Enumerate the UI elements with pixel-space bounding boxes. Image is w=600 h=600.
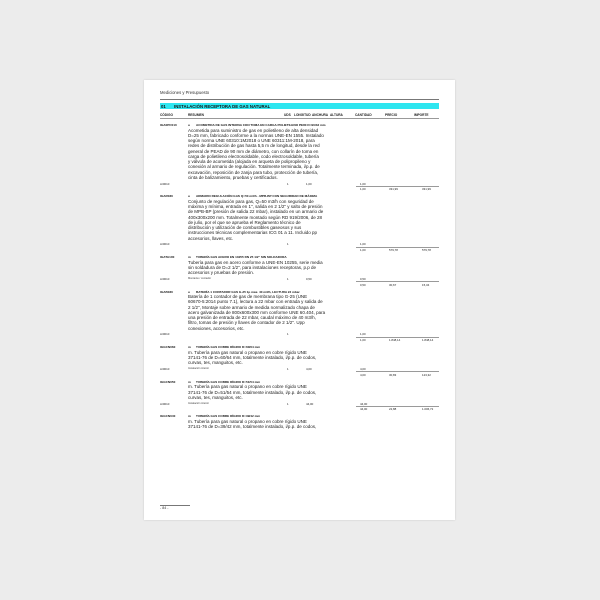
column-header-length: LONGITUD <box>294 113 311 117</box>
measurement-code: Ar0010 <box>160 181 170 186</box>
column-header-amount: IMPORTE <box>414 113 429 117</box>
item-unit-price: 331,99 <box>389 187 398 192</box>
item-total-quantity: 4,00 <box>360 372 366 377</box>
item-code: IGGCN050 <box>160 379 176 384</box>
header-rule <box>160 99 439 100</box>
item-unit: m <box>188 414 191 419</box>
item-total-quantity: 1,00 <box>360 338 366 343</box>
measurement-quantity: 1,00 <box>360 242 366 247</box>
measurement-code: Ar0010 <box>160 276 170 281</box>
item-code: IGGCN060 <box>160 345 176 350</box>
item-unit-price: 30,67 <box>389 282 397 287</box>
measurement-uds: 1 <box>287 332 289 337</box>
item-amount: 123,32 <box>422 372 431 377</box>
item-amount: 579,78 <box>422 248 431 253</box>
item-amount: 1.006,72 <box>422 407 434 412</box>
item-description <box>188 384 356 400</box>
item-unit-price: 22,88 <box>389 407 397 412</box>
measurement-code: Ar0010 <box>160 401 170 406</box>
description-line: una presión de entrada de 22 mbar, caudal máximo de 40 m3/h, <box>188 315 316 321</box>
item-unit-price: 30,83 <box>389 372 397 377</box>
measurement-description: Instalación interior <box>188 367 210 371</box>
document-header-title: Mediciones y Presupuesto <box>160 90 210 95</box>
description-line: m. Tubería para gas natural o propano en cobre rígido UNE <box>188 349 307 355</box>
description-line: máxima y mínima, entrada en 1", salida en 2 1/2" y salto de presión <box>188 204 323 210</box>
measurement-code: Ar0010 <box>160 366 170 371</box>
item-total-quantity: 1,00 <box>360 248 366 253</box>
description-line: de julio, por el que se aprueba el Reglamento técnico de <box>188 219 301 225</box>
measurement-length: 4,00 <box>306 366 312 371</box>
chapter-code: 01 <box>161 103 166 109</box>
item-title: ACOMETIDA DE GAS INTERNA CON TOMA EN CARGA POLIETILENO PE80 D=90/32 mm <box>196 123 326 127</box>
description-line: Conjunto de regulación para gas, Q=50 m3/h con seguridad de <box>188 198 314 204</box>
description-line: según norma UNE 60310:1M2018 o UNE 60311:1M-2018, para <box>188 138 315 143</box>
item-code: IGGCN040 <box>160 414 176 419</box>
page-number: - 84 - <box>160 506 169 510</box>
measurement-quantity: 0,50 <box>360 276 366 281</box>
item-description <box>188 199 356 241</box>
item-total-quantity: 0,50 <box>360 282 366 287</box>
item-description <box>188 260 356 276</box>
description-line: m. Tubería para gas natural o propano en cobre rígido UNE <box>188 418 307 424</box>
measurement-description: Montante / contador <box>188 277 212 281</box>
description-line: distribución y utilización de combustibles gaseosos y sus <box>188 225 302 231</box>
item-description <box>188 128 356 181</box>
description-line: general de PEAD de 90 mm de diámetro, con collarín de toma en <box>188 148 319 154</box>
description-line: curvas, tes, manguitos, etc. <box>188 360 243 366</box>
description-line: instrucciones técnicas complementarias ICG 01 a 11. Incluido pp <box>188 230 317 236</box>
item-unit: u <box>188 123 190 127</box>
column-header-width: ANCHURA <box>312 113 329 117</box>
description-line: D=25 mm, fabricado conforme a la normas UNE-EN 1555. Instalado <box>188 132 324 138</box>
description-line: carga de polietileno electrosoldable, codo electrosoldable, tubería <box>188 153 319 159</box>
description-line: accesorios y pruebas de presión. <box>188 270 255 276</box>
measurement-uds: 1 <box>287 401 289 406</box>
item-title: BATERÍA 1 CONTADOR GAS G-25 1p max. 40 m3/h, LECTURA 22 mbar <box>196 289 300 294</box>
description-line: conexión al armario de regulación. Totalmente terminada, i/p.p. de <box>188 164 320 170</box>
description-line: curvas, tes, manguitos, etc. <box>188 394 243 400</box>
item-description <box>188 350 356 366</box>
item-amount: 331,99 <box>422 187 431 192</box>
description-line: Acometida para suministro de gas en polietileno de alta densidad <box>188 127 319 133</box>
item-title: TUBERÍA GAS COBRE RÍGIDO D=51/54 mm <box>196 379 261 384</box>
item-unit-price: 1.848,14 <box>389 338 401 343</box>
item-title: TUBERÍA GAS COBRE RÍGIDO D=39/42 mm <box>196 414 261 419</box>
measurement-description: Instalación interior <box>188 401 210 405</box>
description-line: filtro, tomas de presión y llaves de contador de 2 1/2". Upp <box>188 320 305 326</box>
description-line: acero galvanizada de 800x600x300 mm conforme UNE 60.404, para <box>188 309 326 315</box>
item-code: IGA0PC010 <box>160 123 177 127</box>
description-line: de MPB-BP (presión de salida 22 mbar), instalado en un armario de <box>188 209 324 215</box>
item-title: ARMARIO REGULACIÓN GAS Q=50 m3/h - MPB-BP CON SEGURIDAD DE MÁXIMA <box>196 194 318 199</box>
description-line: 2 1/2", Montaje sobre armario de medida normalizado chapa de <box>188 304 315 310</box>
item-unit-price: 579,78 <box>389 248 398 253</box>
chapter-band <box>160 103 439 109</box>
description-line: 37141-76 de D=60/64 mm, totalmente instalado, i/p.p. de codos, <box>188 354 317 360</box>
measurement-code: Ar0010 <box>160 242 170 247</box>
description-line: y válvula de acometida (alojada en arqueta de polipropileno y <box>188 159 311 164</box>
measurement-quantity: 1,00 <box>360 181 366 186</box>
description-line: Tubería para gas en acero conforme a UNE-EN 10255, serie media <box>188 259 323 265</box>
description-line: Batería de 1 contador de gas de membrana tipo G-25 (UNE <box>188 294 308 300</box>
measurement-length: 1,00 <box>306 181 312 186</box>
measurement-uds: 1 <box>287 366 289 371</box>
column-header-summary: RESUMEN <box>188 113 204 117</box>
item-description <box>188 419 356 430</box>
measurement-code: Ar0010 <box>160 332 170 337</box>
description-line: excavación, reposición de zanja para tubo, protección de tubería, <box>188 169 319 175</box>
column-header-rule <box>160 118 439 119</box>
item-unit: m <box>188 345 191 350</box>
measurement-quantity: 44,00 <box>360 401 368 406</box>
description-line: accesorios, llaves, etc. <box>188 235 234 241</box>
measurement-uds: 1 <box>287 181 289 186</box>
item-title: TUBERÍA GAS COBRE RÍGIDO D=60/64 mm <box>196 345 261 350</box>
column-header-height: ALTURA <box>330 113 343 117</box>
item-amount: 1.848,14 <box>422 338 434 343</box>
item-code: IGAR030 <box>160 194 173 199</box>
item-code: IGATA100 <box>160 255 175 260</box>
item-code: IGAB030 <box>160 289 173 294</box>
item-unit: u <box>188 289 190 294</box>
item-unit: m <box>188 379 191 384</box>
item-unit: m <box>188 255 191 260</box>
description-line: redes de distribución de gas hasta 5,5 m de longitud, desde la red <box>188 143 320 149</box>
description-line: 37141-76 de D=51/54 mm, totalmente instalado, i/p.p. de codos, <box>188 389 317 395</box>
item-unit: u <box>188 194 190 199</box>
description-line: sin soldadura de D=2 1/2", para instalaciones receptoras, p.p de <box>188 264 317 270</box>
measurement-length: 0,50 <box>306 276 312 281</box>
measurement-quantity: 1,00 <box>360 332 366 337</box>
column-header-code: CÓDIGO <box>160 113 173 117</box>
item-total-quantity: 44,00 <box>360 407 368 412</box>
document-page <box>144 80 455 520</box>
measurement-length: 44,00 <box>306 401 314 406</box>
item-title: TUBERÍA GAS ACERO EN 10255 DN 25 1/2" SIN SOLDADURA <box>196 255 287 260</box>
measurement-uds: 1 <box>287 242 289 247</box>
description-line: m. Tubería para gas natural o propano en cobre rígido UNE <box>188 384 307 390</box>
measurement-uds: 1 <box>287 276 289 281</box>
chapter-title: INSTALACIÓN RECEPTORA DE GAS NATURAL <box>174 103 271 109</box>
description-line: cinta de balizamiento, pruebas y certificados. <box>188 174 278 180</box>
item-description <box>188 294 356 331</box>
column-header-quantity: CANTIDAD <box>355 113 372 117</box>
column-header-price: PRECIO <box>385 113 398 117</box>
description-line: 60670-5:2014 punto 7.1), lectura a 22 mbar con entrada y salida de <box>188 299 323 305</box>
item-total-quantity: 1,00 <box>360 187 366 192</box>
measurement-quantity: 4,00 <box>360 366 366 371</box>
column-header-uds: UDS <box>284 113 291 117</box>
description-line: 37141-76 de D=39/42 mm, totalmente instalado, i/p.p. de codos, <box>188 424 317 430</box>
description-line: 400x300x200 mm. Totalmente montado según RD 919/2006, de 28 <box>188 214 323 220</box>
item-amount: 15,34 <box>422 282 430 287</box>
description-line: conexiones, accesorios, etc. <box>188 325 245 331</box>
